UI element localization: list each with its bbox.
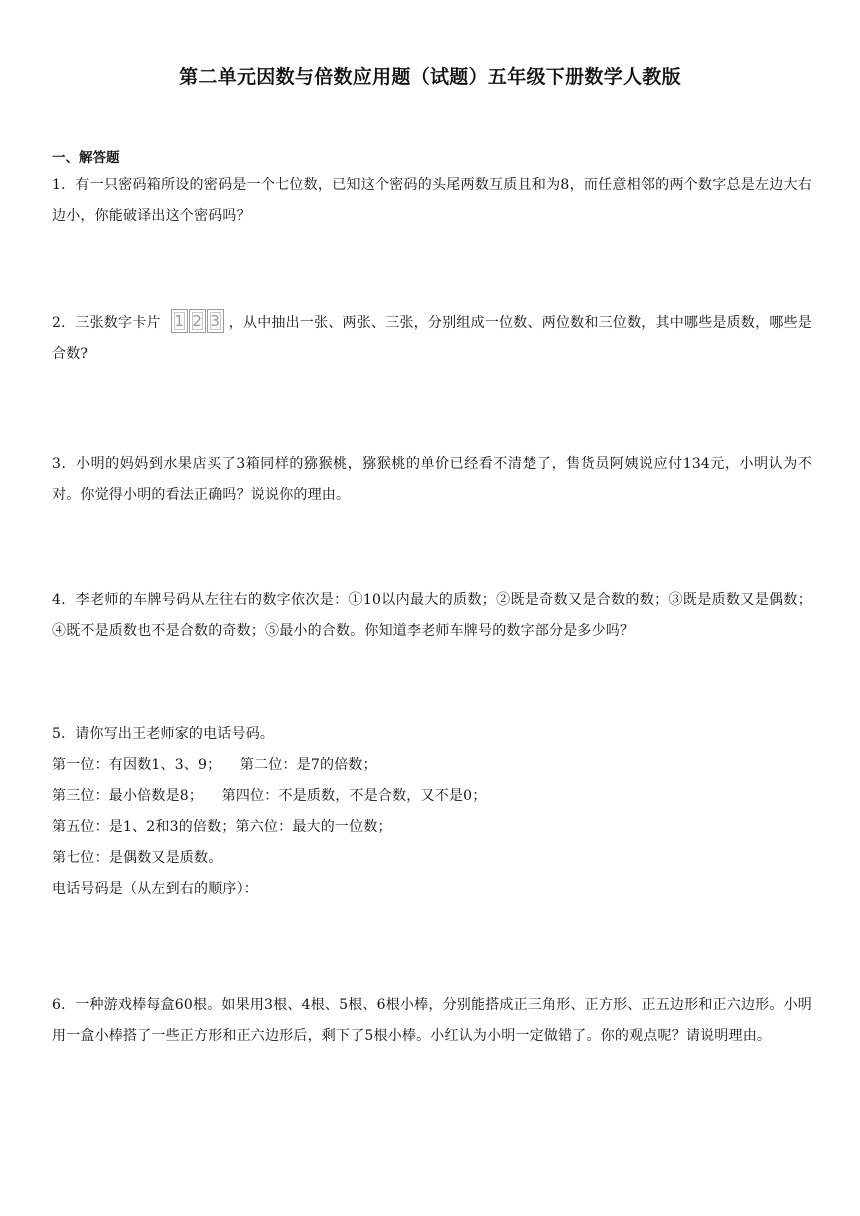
number-card-2: 2 xyxy=(189,309,206,333)
question-3-text: 3．小明的妈妈到水果店买了3箱同样的猕猴桃，猕猴桃的单价已经看不清楚了，售货员阿姨说应付134元，小明认为不对。你觉得小明的看法正确吗？说说你的理由。 xyxy=(52,456,812,503)
question-2 xyxy=(52,308,812,370)
question-1 xyxy=(52,170,812,232)
question-2-text xyxy=(52,308,812,370)
question-5-line-1: 5．请你写出王老师家的电话号码。 xyxy=(52,726,275,742)
number-cards xyxy=(171,309,224,333)
question-6-text: 6．一种游戏棒每盒60根。如果用3根、4根、5根、6根小棒，分别能搭成正三角形、正方形、正五边形和正六边形。小明用一盒小棒搭了一些正方形和正六边形后，剩下了5根小棒。小红认为小明一定做错了。你的观点呢？请说明理由。 xyxy=(52,997,812,1044)
number-card-3: 3 xyxy=(207,309,224,333)
question-5 xyxy=(52,719,812,905)
question-5-line-4: 第五位：是1、2和3的倍数；第六位：最大的一位数； xyxy=(52,819,392,835)
question-5-answer-prompt: 电话号码是（从左到右的顺序）： xyxy=(52,881,258,897)
question-4 xyxy=(52,585,812,647)
question-5-line-5: 第七位：是偶数又是质数。 xyxy=(52,850,223,866)
question-5-line-2: 第一位：有因数1、3、9； 第二位：是7的倍数； xyxy=(52,757,377,773)
question-3 xyxy=(52,449,812,511)
question-1-text: 1．有一只密码箱所设的密码是一个七位数，已知这个密码的头尾两数互质且和为8，而任意相邻的两个数字总是左边大右边小，你能破译出这个密码吗？ xyxy=(52,177,812,224)
question-5-line-3: 第三位：最小倍数是8； 第四位：不是质数，不是合数，又不是0； xyxy=(52,788,487,804)
question-4-text: 4．李老师的车牌号码从左往右的数字依次是：①10以内最大的质数；②既是奇数又是合数的数；③既是质数又是偶数；④既不是质数也不是合数的奇数；⑤最小的合数。你知道李老师车牌号的数字部分是多少吗？ xyxy=(52,592,812,639)
document-title: 第二单元因数与倍数应用题（试题）五年级下册数学人教版 xyxy=(179,66,681,88)
section-heading: 一、解答题 xyxy=(52,150,120,166)
question-2-rest: ，从中抽出一张、两张、三张，分别组成一位数、两位数和三位数，其中哪些是质数，哪些是合数? xyxy=(52,315,812,362)
question-6 xyxy=(52,990,812,1052)
number-card-1: 1 xyxy=(171,309,188,333)
question-2-lead: 2．三张数字卡片 xyxy=(52,315,161,331)
